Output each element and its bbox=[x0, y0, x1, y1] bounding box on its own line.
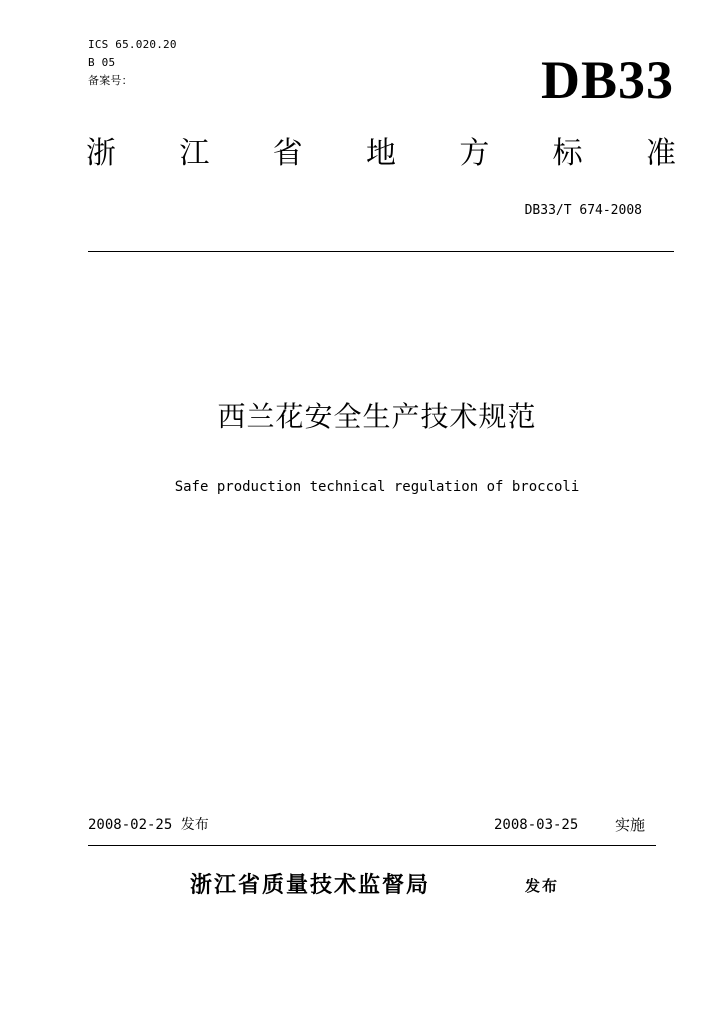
classification-code: B 05 bbox=[88, 56, 116, 69]
issue-date: 2008-02-25 发布 bbox=[88, 817, 209, 833]
standard-type-char: 地 bbox=[365, 136, 396, 171]
db-code-logo: DB33 bbox=[540, 50, 674, 110]
document-title-en: Safe production technical regulation of broccoli bbox=[174, 479, 580, 495]
document-title-cn: 西兰花安全生产技术规范 bbox=[217, 400, 537, 433]
publisher-name: 浙江省质量技术监督局 bbox=[190, 872, 431, 898]
standard-type-char: 浙 bbox=[86, 136, 116, 171]
ics-code: ICS 65.020.20 bbox=[88, 38, 177, 51]
top-divider bbox=[88, 251, 674, 252]
standard-type-char: 标 bbox=[552, 136, 583, 171]
implementation-date: 2008-03-25 bbox=[494, 817, 579, 833]
standard-number: DB33/T 674-2008 bbox=[524, 203, 642, 218]
standard-type-char: 江 bbox=[179, 136, 210, 171]
record-number-label: 备案号： bbox=[88, 74, 133, 87]
publish-suffix: 发布 bbox=[525, 877, 560, 895]
standard-type-char: 方 bbox=[459, 136, 490, 171]
standard-type-char: 准 bbox=[645, 136, 676, 171]
standard-type-heading bbox=[86, 134, 676, 174]
implementation-label: 实施 bbox=[615, 816, 646, 834]
bottom-divider bbox=[88, 845, 656, 846]
standard-type-char: 省 bbox=[272, 136, 303, 171]
